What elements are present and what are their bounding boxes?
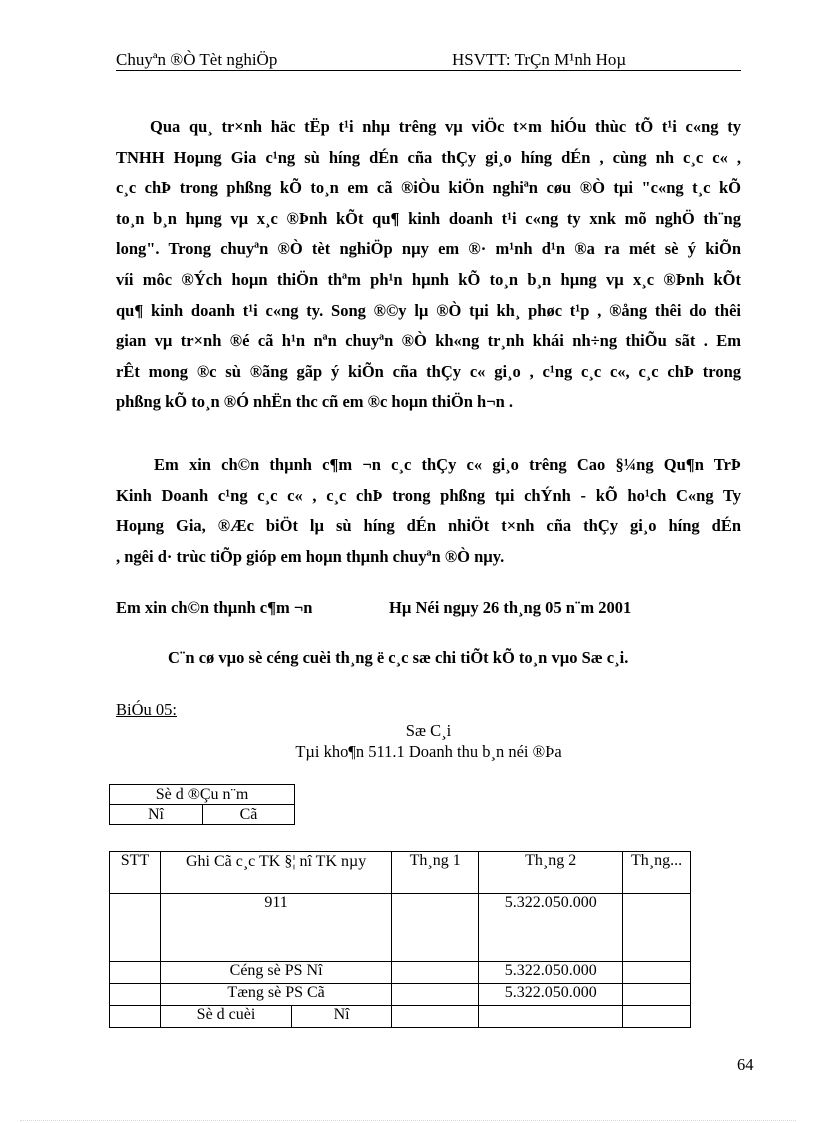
table-cell bbox=[392, 894, 479, 962]
closing-balance-side: Nî bbox=[292, 1006, 392, 1028]
table-cell bbox=[110, 1006, 161, 1028]
table-cell bbox=[623, 894, 691, 962]
col-month-1: Th¸ng 1 bbox=[392, 852, 479, 894]
col-month-2: Th¸ng 2 bbox=[479, 852, 623, 894]
thanks-right: Hµ Néi ngµy 26 th¸ng 05 n¨m 2001 bbox=[389, 598, 632, 617]
paragraph-line: phßng kÕ to¸n ®Ó nhËn thc cñ em ®c hoµn thiÖn h¬n . bbox=[116, 392, 514, 412]
closing-balance-label: Sè d cuèi bbox=[161, 1006, 292, 1028]
total-credit-month-2: 5.322.050.000 bbox=[479, 984, 623, 1006]
opening-debit-label: Nî bbox=[110, 805, 203, 825]
figure-label: BiÓu 05: bbox=[116, 700, 177, 719]
opening-credit-label: Cã bbox=[203, 805, 295, 825]
paragraph-line: gian vµ tr×nh ®é cã h¹n nªn chuyªn ®Ò kh«ng tr¸nh khái nh÷ng thiÕu sãt . Em bbox=[116, 331, 741, 351]
page-bottom-divider bbox=[20, 1120, 796, 1121]
paragraph-line: víi môc ®Ých hoµn thiÖn thªm ph¹n hµnh kÕ to¸n b¸n hµng vµ x¸c ®Þnh kÕt bbox=[116, 269, 741, 289]
page-number: 64 bbox=[737, 1055, 754, 1074]
table-cell bbox=[479, 1006, 623, 1028]
table-cell bbox=[392, 962, 479, 984]
col-month-more: Th¸ng... bbox=[623, 852, 691, 894]
book-subtitle: Tµi kho¶n 511.1 Doanh thu b¸n néi ®Þa bbox=[295, 742, 562, 761]
account-911-month-2: 5.322.050.000 bbox=[479, 894, 623, 962]
paragraph-line: qu¶ kinh doanh t¹i c«ng ty. Song ®©y lµ ®Ò tµi kh¸ phøc t¹p , ®ång thêi do thêi bbox=[116, 300, 741, 320]
header-right: HSVTT: TrÇn M¹nh Hoµ bbox=[452, 50, 627, 69]
table-cell bbox=[110, 894, 161, 962]
account-911: 911 bbox=[161, 894, 392, 962]
table-cell bbox=[392, 984, 479, 1006]
paragraph-line: TNHH Hoµng Gia c¹ng sù híng dÉn cña thÇy gi¸o híng dÉn , cùng nh c¸c c« , bbox=[116, 147, 741, 167]
table-cell bbox=[110, 962, 161, 984]
table-cell bbox=[110, 984, 161, 1006]
base-note: C¨n cø vµo sè céng cuèi th¸ng ë c¸c sæ chi tiÕt kÕ to¸n vµo Sæ c¸i. bbox=[168, 648, 629, 667]
total-debit-month-2: 5.322.050.000 bbox=[479, 962, 623, 984]
opening-balance-title: Sè d ®Çu n¨m bbox=[110, 785, 295, 805]
header-left: Chuyªn ®Ò Tèt nghiÖp bbox=[116, 50, 278, 69]
col-stt: STT bbox=[110, 852, 161, 894]
thanks-left: Em xin ch©n thµnh c¶m ¬n bbox=[116, 598, 313, 617]
paragraph-line: Qua qu¸ tr×nh häc tËp t¹i nhµ trêng vµ viÖc t×m hiÓu thùc tÕ t¹i c«ng ty bbox=[150, 117, 741, 136]
total-debit-label: Céng sè PS Nî bbox=[161, 962, 392, 984]
paragraph-line: Em xin ch©n thµnh c¶m ¬n c¸c thÇy c« gi¸o trêng Cao §¼ng Qu¶n TrÞ bbox=[154, 455, 741, 474]
paragraph-line: Hoµng Gia, ®Æc biÖt lµ sù híng dÉn nhiÖt t×nh cña thÇy gi¸o híng dÉn bbox=[116, 516, 741, 536]
table-cell bbox=[623, 984, 691, 1006]
table-cell bbox=[623, 962, 691, 984]
paragraph-1 bbox=[116, 112, 741, 418]
paragraph-line: rÊt mong ®c sù ®ãng gãp ý kiÕn cña thÇy c« gi¸o , c¹ng c¸c c«, c¸c chÞ trong bbox=[116, 361, 741, 381]
paragraph-2 bbox=[116, 450, 741, 572]
col-account: Ghi Cã c¸c TK §¦ nî TK nµy bbox=[161, 852, 392, 894]
paragraph-line: long". Trong chuyªn ®Ò tèt nghiÖp nµy em ®· m¹nh d¹n ®a ra mét sè ý kiÕn bbox=[116, 239, 741, 259]
ledger-table bbox=[109, 851, 691, 1028]
total-credit-label: Tæng sè PS Cã bbox=[161, 984, 392, 1006]
paragraph-line: to¸n b¸n hµng vµ x¸c ®Þnh kÕt qu¶ kinh doanh t¹i c«ng ty xnk mõ nghÖ th¨ng bbox=[116, 208, 741, 228]
opening-balance-table bbox=[109, 784, 295, 825]
table-cell bbox=[623, 1006, 691, 1028]
paragraph-line: , ngêi d· trùc tiÕp gióp em hoµn thµnh chuyªn ®Ò nµy. bbox=[116, 546, 505, 566]
table-cell bbox=[392, 1006, 479, 1028]
paragraph-line: Kinh Doanh c¹ng c¸c c« , c¸c chÞ trong phßng tµi chÝnh - kÕ ho¹ch C«ng Ty bbox=[116, 485, 741, 505]
paragraph-line: c¸c chÞ trong phßng kÕ to¸n em cã ®iÒu kiÖn nghiªn cøu ®Ò tµi "c«ng t¸c kÕ bbox=[116, 178, 741, 198]
book-title: Sæ C¸i bbox=[405, 721, 452, 740]
header-divider bbox=[116, 70, 741, 71]
